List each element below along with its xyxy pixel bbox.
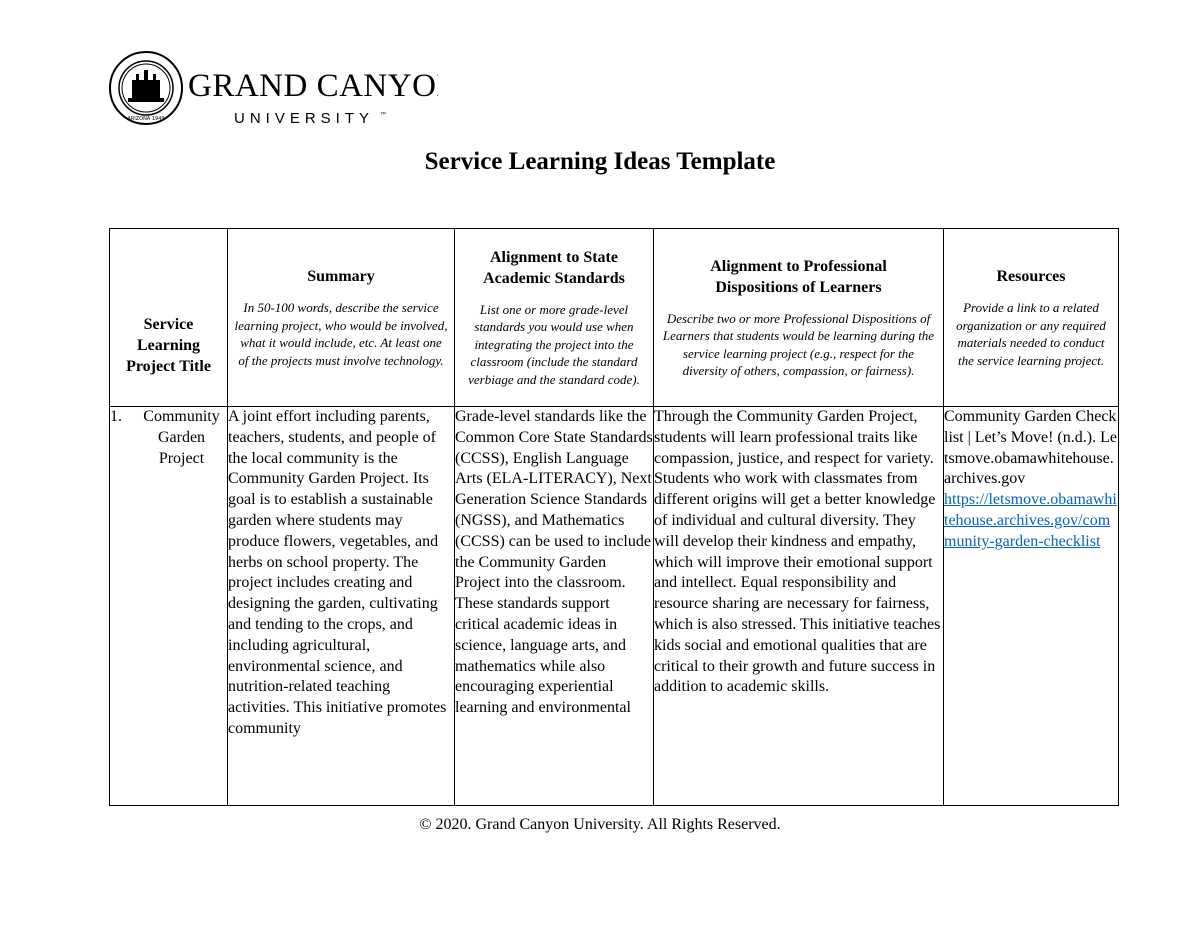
resources-text: Community Garden Checklist | Let’s Move! (n.d.). Letsmove.obamawhitehouse.archives.gov bbox=[944, 408, 1117, 488]
logo-name: GRAND CANYON bbox=[188, 68, 438, 104]
copyright-footer: © 2020. Grand Canyon University. All Rights Reserved. bbox=[419, 816, 781, 833]
cell-project-title bbox=[110, 407, 228, 806]
university-seal bbox=[110, 52, 182, 124]
gcu-logo-graphic bbox=[108, 50, 438, 130]
table-row bbox=[110, 407, 1119, 806]
header-project-title: Service Learning Project Title bbox=[110, 229, 228, 407]
cell-summary: A joint effort including parents, teachers, students, and people of the local community is the Community Garden Project. Its goal is to establish a sustainable garden where students may produce flowers, vegetables, and herbs on school property. The project includes creating and designing the garden, cultivating and tending to the crops, and including agricultural, environmental science, and nutrition-related teaching activities. This initiative promotes community bbox=[228, 407, 455, 806]
header-row bbox=[110, 229, 1119, 407]
cell-resources bbox=[944, 407, 1119, 806]
cell-standards: Grade-level standards like the Common Core State Standards (CCSS), English Language Arts (ELA-LITERACY), Next Generation Science Standards (NGSS), and Mathematics (CCSS) can be used to include the Community Garden Project into the classroom. These standards support critical academic ideas in science, language arts, and mathematics while also encouraging experiential learning and environmental bbox=[455, 407, 654, 806]
header-summary: Summary In 50-100 words, describe the service learning project, who would be involved, what it would include, etc. At least one of the projects must involve technology. bbox=[228, 229, 455, 407]
gcu-logo bbox=[108, 50, 438, 130]
header-resources: Resources Provide a link to a related organization or any required materials needed to conduct the service learning project. bbox=[944, 229, 1119, 407]
logo-sub: UNIVERSITY bbox=[234, 110, 375, 127]
seal-year: ARIZONA 1949 bbox=[127, 116, 165, 122]
page-title: Service Learning Ideas Template bbox=[424, 148, 776, 175]
row-number: 1. bbox=[110, 408, 122, 425]
cell-dispositions: Through the Community Garden Project, students will learn professional traits like compassion, justice, and respect for variety. Students who work with classmates from different origins will get a better knowledge of individual and cultural diversity. They will develop their kindness and empathy, which will improve their emotional support and intellect. Equal responsibility and resource sharing are necessary for fairness, which is also stressed. This initiative teaches kids social and emotional qualities that are critical to their growth and future success in addition to academic skills. bbox=[654, 407, 944, 806]
header-dispositions: Alignment to Professional Dispositions of Learners Describe two or more Professional Dispositions of Learners that students would be learning during the service learning project (e.g., respect for the diversity of others, compassion, or fairness). bbox=[654, 229, 944, 407]
logo-tm: ™ bbox=[380, 112, 386, 118]
ideas-table bbox=[109, 228, 1119, 806]
header-standards: Alignment to State Academic Standards List one or more grade-level standards you would use when integrating the project into the classroom (include the standard verbiage and the standard code). bbox=[455, 229, 654, 407]
resources-link[interactable]: https://letsmove.obamawhitehouse.archives.gov/community-garden-checklist bbox=[944, 491, 1117, 550]
project-title: Community Garden Project bbox=[143, 408, 220, 467]
